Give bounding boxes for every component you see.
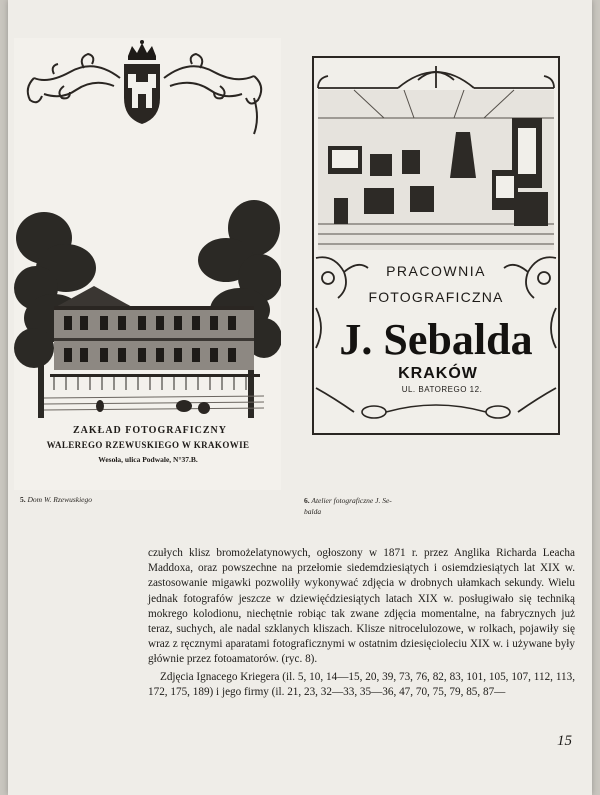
- sebald-engraving: [314, 58, 558, 433]
- studio-address-line: Wesoła, ulica Podwale, N°37.B.: [98, 455, 198, 464]
- coat-of-arms-icon: [124, 64, 160, 124]
- caption-6-text-line1: Atelier fotograficzne J. Se-: [311, 496, 392, 505]
- page-number: 15: [557, 733, 572, 749]
- caption-6-number: 6.: [304, 496, 310, 505]
- studio-name-line-1: ZAKŁAD FOTOGRAFICZNY: [73, 425, 227, 436]
- book-page: [8, 0, 592, 795]
- pracownia-heading: PRACOWNIA: [386, 263, 486, 279]
- ornamental-scroll-left: [28, 54, 120, 102]
- studio-city: KRAKÓW: [398, 365, 478, 382]
- fotograficzna-heading: FOTOGRAFICZNA: [368, 289, 504, 305]
- art-nouveau-ornament-bottom: [362, 405, 510, 418]
- ornamental-scroll-right: [164, 54, 261, 134]
- studio-address: UL. BATOREGO 12.: [401, 385, 483, 394]
- caption-figure-5: [20, 495, 92, 504]
- paragraph-1: czułych klisz bromożelatynowych, ogłoszony w 1871 r. przez Anglika Richarda Leacha Maddoxa, oraz powszechne na przełomie siedemdziesiątych i osiemdziesiątych lat XIX w. zastosowanie migawki pozwoliły wykonywać zdjęcia w drobnych ułamkach sekundy. Wielu jednak fotografów jeszcze w dziewięćdziesiątych latach XIX w. posługiwało się techniką mokrego kolodionu, niechętnie robiąc tak zwane zdjęcia momentalne, na fabrycznych już teraz, suchych, ale nadal szklanych kliszach. Klisze nitrocelulozowe, w rolkach, pojawiły się wraz z ręcznymi aparatami fotograficznymi w ostatnim dziesięcioleciu XIX w. i używane były głównie przez fotoamatorów. (ryc. 8).: [148, 547, 575, 666]
- studio-interior-scene: [318, 90, 554, 250]
- caption-figure-6: [304, 495, 392, 517]
- studio-owner-name: J. Sebalda: [339, 315, 533, 364]
- caption-5-text: Dom W. Rzewuskiego: [27, 495, 93, 504]
- caption-5-number: 5.: [20, 495, 26, 504]
- studio-name-line-2: WALEREGO RZEWUSKIEGO W KRAKOWIE: [46, 440, 250, 450]
- caption-6-text-line2: balda: [304, 507, 322, 516]
- art-nouveau-ornament-top: [318, 66, 554, 88]
- rzewuski-engraving: [14, 38, 281, 490]
- crown-icon: [128, 40, 156, 60]
- sebald-studio-card: [312, 56, 560, 435]
- paragraph-2: Zdjęcia Ignacego Kriegera (il. 5, 10, 14—15, 20, 39, 73, 76, 82, 83, 101, 105, 107, 112, 113, 172, 175, 189) i jego firmy (il. 21, 23, 32—33, 35—36, 47, 70, 75, 79, 85, 87—: [148, 670, 575, 698]
- body-text: [148, 546, 575, 700]
- rzewuski-studio-card: [14, 38, 281, 490]
